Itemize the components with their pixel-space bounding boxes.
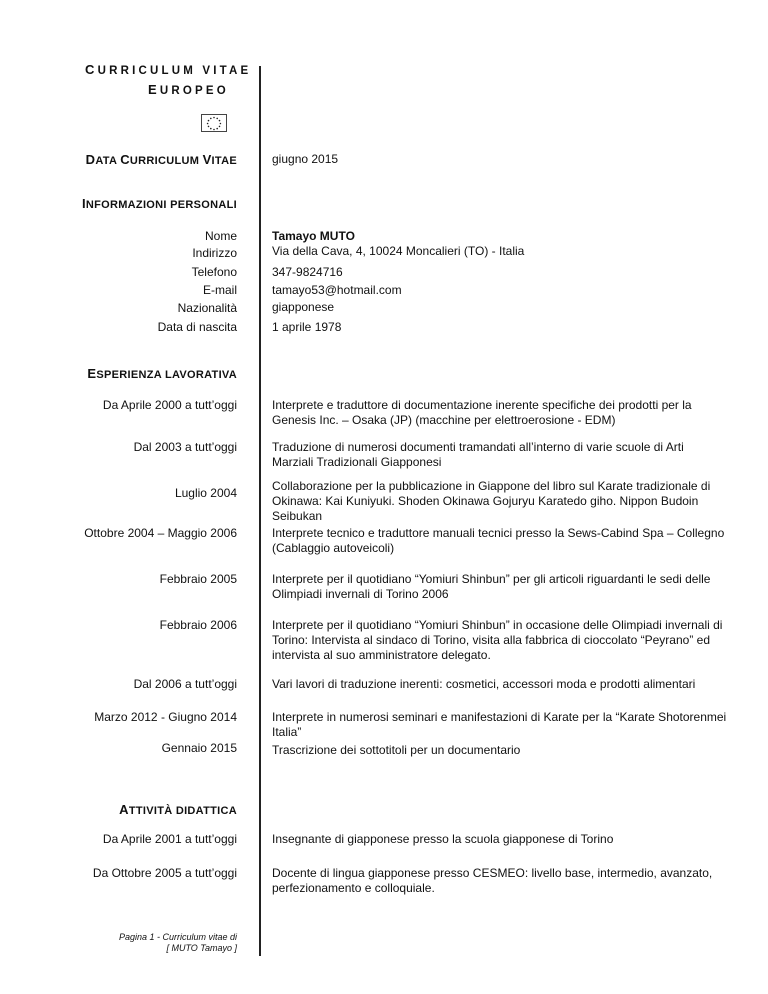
work-text: Trascrizione dei sottotitoli per un documentario <box>272 743 521 757</box>
teaching-text: Insegnante di giapponese presso la scuola giapponese di Torino <box>272 832 614 846</box>
address-value: Via della Cava, 4, 10024 Moncalieri (TO) - Italia <box>272 244 525 258</box>
email-value: tamayo53@hotmail.com <box>272 283 402 297</box>
name-label: Nome <box>204 229 237 243</box>
work-text: Interprete per il quotidiano “Yomiuri Shinbun” in occasione delle Olimpiadi invernali di Torino: Intervista al sindaco di Torino, visita alla fabbrica di cioccolato “Peyrano” ed intervista al suo amministratore delegato. <box>272 618 723 662</box>
email-label: E-mail <box>202 283 237 297</box>
vertical-divider <box>259 66 261 956</box>
work-date: Dal 2006 a tutt’oggi <box>133 677 237 691</box>
work-text: Collaborazione per la pubblicazione in Giappone del libro sul Karate tradizionale di Okinawa: Kai Kuniyuki. Shoden Okinawa Gojuryu Karatedo giho. Nippon Budoin Seibukan <box>272 479 711 523</box>
work-date: Ottobre 2004 – Maggio 2006 <box>84 526 237 540</box>
nationality-value: giapponese <box>272 300 335 314</box>
data-cv-label: DATA CURRICULUM VITAE <box>85 152 237 167</box>
teaching-text: Docente di lingua giapponese presso CESMEO: livello base, intermedio, avanzato, perfezionamento e colloquiale. <box>272 866 713 895</box>
nationality-label: Nazionalità <box>177 301 237 315</box>
work-text: Traduzione di numerosi documenti tramandati all’interno di varie scuole di Arti Marziali Tradizionali Giapponesi <box>272 440 684 469</box>
birthdate-label: Data di nascita <box>157 320 237 334</box>
address-label: Indirizzo <box>192 246 237 260</box>
title-line-2: EUROPEO <box>148 82 229 97</box>
work-text: Interprete e traduttore di documentazione inerente specifiche dei prodotti per la Genesis Inc. – Osaka (JP) (macchine per elettroerosione - EDM) <box>272 398 692 427</box>
work-date: Da Aprile 2000 a tutt’oggi <box>102 398 237 412</box>
work-date: Febbraio 2005 <box>159 572 237 586</box>
work-text: Interprete per il quotidiano “Yomiuri Shinbun” per gli articoli riguardanti le sedi delle Olimpiadi invernali di Torino 2006 <box>272 572 711 601</box>
page-footer <box>119 932 237 954</box>
title-line-1: CURRICULUM VITAE <box>85 62 252 77</box>
work-date: Gennaio 2015 <box>161 741 237 755</box>
teaching-date: Da Aprile 2001 a tutt’oggi <box>102 832 237 846</box>
name-value: Tamayo MUTO <box>272 229 355 243</box>
work-section-heading: ESPERIENZA LAVORATIVA <box>87 366 237 381</box>
footer-line-2: [ MUTO Tamayo ] <box>166 943 237 953</box>
footer-line-1: Pagina 1 - Curriculum vitae di <box>118 932 237 942</box>
work-date: Febbraio 2006 <box>159 618 237 632</box>
work-date: Luglio 2004 <box>174 486 237 500</box>
phone-value: 347-9824716 <box>272 265 343 279</box>
work-text: Vari lavori di traduzione inerenti: cosmetici, accessori moda e prodotti alimentari <box>272 677 696 691</box>
phone-label: Telefono <box>191 265 237 279</box>
teaching-section-heading: ATTIVITÀ DIDATTICA <box>119 802 237 817</box>
personal-section-heading: INFORMAZIONI PERSONALI <box>81 196 237 211</box>
work-date: Marzo 2012 - Giugno 2014 <box>94 710 237 724</box>
birthdate-value: 1 aprile 1978 <box>272 320 342 334</box>
teaching-date: Da Ottobre 2005 a tutt’oggi <box>92 866 237 880</box>
eu-flag-icon <box>201 114 227 132</box>
work-text: Interprete in numerosi seminari e manifestazioni di Karate per la “Karate Shotorenmei Italia” <box>272 710 727 739</box>
work-text: Interprete tecnico e traduttore manuali tecnici presso la Sews-Cabind Spa – Collegno (Cablaggio autoveicoli) <box>272 526 725 555</box>
work-date: Dal 2003 a tutt’oggi <box>133 440 237 454</box>
data-cv-value: giugno 2015 <box>272 152 339 166</box>
